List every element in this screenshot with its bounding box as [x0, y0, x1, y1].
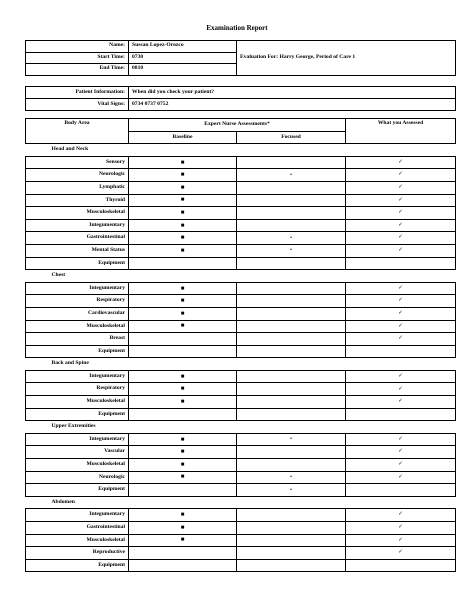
- table-row: [26, 534, 456, 547]
- focused-cell: [237, 219, 346, 232]
- table-row: [26, 433, 456, 446]
- body-area-label: Integumentary: [26, 509, 129, 522]
- vital-signs-value: 0734 0737 0752: [129, 99, 456, 111]
- baseline-cell: ■: [129, 320, 237, 333]
- table-row: [26, 345, 456, 358]
- body-area-label: Integumentary: [26, 282, 129, 295]
- table-row: [26, 320, 456, 333]
- focused-cell: [237, 181, 346, 194]
- focused-cell: •: [237, 484, 346, 497]
- body-area-label: Gastrointestinal: [26, 232, 129, 245]
- body-area-label: Lymphatic: [26, 181, 129, 194]
- body-area-label: Vascular: [26, 446, 129, 459]
- focused-cell: [237, 320, 346, 333]
- body-area-label: Respiratory: [26, 383, 129, 396]
- assessed-cell: ✓: [346, 295, 456, 308]
- body-area-label: Integumentary: [26, 433, 129, 446]
- body-area-label: Musculoskeletal: [26, 396, 129, 409]
- table-row: [26, 484, 456, 497]
- focused-cell: [237, 547, 346, 560]
- body-area-label: Neurologic: [26, 471, 129, 484]
- focused-cell: [237, 345, 346, 358]
- baseline-cell: [129, 345, 237, 358]
- section-row: [26, 496, 456, 509]
- body-area-label: Breast: [26, 333, 129, 346]
- focused-cell: [237, 307, 346, 320]
- baseline-cell: ■: [129, 396, 237, 409]
- baseline-cell: [129, 257, 237, 270]
- body-area-label: Equipment: [26, 484, 129, 497]
- assessed-cell: ✓: [346, 307, 456, 320]
- assessment-body: [26, 144, 456, 572]
- baseline-cell: ■: [129, 181, 237, 194]
- table-row: [26, 408, 456, 421]
- end-time-label: End Time:: [26, 64, 129, 76]
- focused-header: Focused: [237, 131, 346, 144]
- baseline-cell: ■: [129, 282, 237, 295]
- body-area-label: Sensory: [26, 156, 129, 169]
- assessed-cell: ✓: [346, 232, 456, 245]
- assessed-cell: ✓: [346, 207, 456, 220]
- table-row: [26, 333, 456, 346]
- table-row: [26, 194, 456, 207]
- table-row: [26, 295, 456, 308]
- baseline-cell: ■: [129, 522, 237, 535]
- table-row: [26, 471, 456, 484]
- assessed-cell: [346, 345, 456, 358]
- assessed-cell: ✓: [346, 370, 456, 383]
- table-row: [26, 522, 456, 535]
- body-area-label: Gastrointestinal: [26, 522, 129, 535]
- body-area-label: Respiratory: [26, 295, 129, 308]
- focused-cell: [237, 156, 346, 169]
- section-row: [26, 270, 456, 283]
- end-time-value: 0810: [129, 64, 237, 76]
- focused-cell: •: [237, 471, 346, 484]
- body-area-label: Equipment: [26, 345, 129, 358]
- body-area-label: Musculoskeletal: [26, 459, 129, 472]
- table-row: [26, 207, 456, 220]
- assessed-cell: ✓: [346, 244, 456, 257]
- table-row: [26, 257, 456, 270]
- vital-signs-label: Vital Signs:: [26, 99, 129, 111]
- start-time-value: 0730: [129, 52, 237, 64]
- focused-cell: [237, 194, 346, 207]
- focused-cell: [237, 534, 346, 547]
- focused-cell: [237, 522, 346, 535]
- body-area-label: Integumentary: [26, 370, 129, 383]
- baseline-cell: ■: [129, 244, 237, 257]
- assessed-cell: ✓: [346, 446, 456, 459]
- assessed-cell: [346, 484, 456, 497]
- table-row: [26, 307, 456, 320]
- table-row: [26, 459, 456, 472]
- table-row: [26, 219, 456, 232]
- patient-info-value: When did you check your patient?: [129, 87, 456, 99]
- focused-cell: [237, 257, 346, 270]
- baseline-cell: ■: [129, 219, 237, 232]
- table-row: [26, 370, 456, 383]
- assessed-cell: [346, 257, 456, 270]
- focused-cell: [237, 408, 346, 421]
- section-heading: Back and Spine: [51, 360, 89, 367]
- body-area-label: Musculoskeletal: [26, 534, 129, 547]
- assessment-table: [25, 118, 456, 572]
- patient-info-label: Patient Information:: [26, 87, 129, 99]
- baseline-header: Baseline: [129, 131, 237, 144]
- assessed-cell: ✓: [346, 181, 456, 194]
- table-row: [26, 282, 456, 295]
- name-label: Name:: [26, 41, 129, 53]
- baseline-cell: ■: [129, 232, 237, 245]
- table-row: [26, 509, 456, 522]
- expert-assessments-header: Expert Nurse Assessments*: [129, 119, 346, 132]
- focused-cell: [237, 383, 346, 396]
- baseline-cell: ■: [129, 307, 237, 320]
- patient-info-table: [25, 86, 456, 111]
- section-row: [26, 144, 456, 157]
- baseline-cell: ■: [129, 383, 237, 396]
- assessed-cell: ✓: [346, 383, 456, 396]
- assessed-cell: [346, 559, 456, 572]
- table-row: [26, 396, 456, 409]
- assessed-cell: ✓: [346, 509, 456, 522]
- body-area-label: Musculoskeletal: [26, 320, 129, 333]
- assessed-cell: ✓: [346, 282, 456, 295]
- focused-cell: •: [237, 232, 346, 245]
- focused-cell: •: [237, 433, 346, 446]
- section-row: [26, 358, 456, 371]
- focused-cell: [237, 207, 346, 220]
- baseline-cell: ■: [129, 471, 237, 484]
- focused-cell: [237, 509, 346, 522]
- baseline-cell: ■: [129, 509, 237, 522]
- start-time-label: Start Time:: [26, 52, 129, 64]
- section-heading: Upper Extremities: [51, 423, 96, 430]
- body-area-label: Integumentary: [26, 219, 129, 232]
- evaluation-for: Evaluation For: Harry George, Period of Care 1: [237, 41, 456, 76]
- baseline-cell: ■: [129, 295, 237, 308]
- body-area-label: Musculoskeletal: [26, 207, 129, 220]
- baseline-cell: ■: [129, 207, 237, 220]
- baseline-cell: ■: [129, 370, 237, 383]
- body-area-label: Equipment: [26, 257, 129, 270]
- focused-cell: [237, 396, 346, 409]
- assessed-cell: ✓: [346, 471, 456, 484]
- baseline-cell: ■: [129, 446, 237, 459]
- table-row: [26, 559, 456, 572]
- focused-cell: [237, 333, 346, 346]
- body-area-label: Equipment: [26, 559, 129, 572]
- section-heading: Abdomen: [51, 498, 75, 505]
- table-row: [26, 547, 456, 560]
- table-row: [26, 169, 456, 182]
- table-row: [26, 383, 456, 396]
- assessed-cell: ✓: [346, 534, 456, 547]
- body-area-header: Body Area: [26, 119, 129, 144]
- assessed-cell: ✓: [346, 396, 456, 409]
- assessed-cell: ✓: [346, 433, 456, 446]
- assessed-cell: ✓: [346, 169, 456, 182]
- assessed-cell: ✓: [346, 547, 456, 560]
- baseline-cell: [129, 547, 237, 560]
- baseline-cell: [129, 559, 237, 572]
- section-heading: Head and Neck: [51, 146, 89, 153]
- body-area-label: Neurologic: [26, 169, 129, 182]
- baseline-cell: ■: [129, 156, 237, 169]
- assessed-cell: ✓: [346, 156, 456, 169]
- baseline-cell: [129, 484, 237, 497]
- assessed-cell: ✓: [346, 459, 456, 472]
- baseline-cell: [129, 408, 237, 421]
- name-value: Sussan Lopez-Orozco: [129, 41, 237, 53]
- assessed-cell: ✓: [346, 522, 456, 535]
- what-you-assessed-header: What you Assessed: [346, 119, 456, 144]
- assessed-cell: ✓: [346, 320, 456, 333]
- assessed-cell: ✓: [346, 333, 456, 346]
- body-area-label: Reproductive: [26, 547, 129, 560]
- assessed-cell: ✓: [346, 194, 456, 207]
- examiner-info-table: [25, 40, 456, 76]
- focused-cell: [237, 459, 346, 472]
- table-row: [26, 181, 456, 194]
- table-row: [26, 244, 456, 257]
- focused-cell: •: [237, 244, 346, 257]
- page-title: Examination Report: [206, 24, 268, 32]
- focused-cell: [237, 282, 346, 295]
- body-area-label: Cardiovascular: [26, 307, 129, 320]
- body-area-label: Thyroid: [26, 194, 129, 207]
- section-heading: Chest: [51, 272, 66, 279]
- table-row: [26, 446, 456, 459]
- baseline-cell: [129, 333, 237, 346]
- focused-cell: [237, 446, 346, 459]
- body-area-label: Mental Status: [26, 244, 129, 257]
- assessed-cell: ✓: [346, 219, 456, 232]
- baseline-cell: ■: [129, 459, 237, 472]
- baseline-cell: ■: [129, 169, 237, 182]
- baseline-cell: ■: [129, 534, 237, 547]
- focused-cell: [237, 295, 346, 308]
- body-area-label: Equipment: [26, 408, 129, 421]
- table-row: [26, 232, 456, 245]
- baseline-cell: ■: [129, 433, 237, 446]
- focused-cell: [237, 559, 346, 572]
- table-row: [26, 156, 456, 169]
- focused-cell: [237, 370, 346, 383]
- baseline-cell: ■: [129, 194, 237, 207]
- section-row: [26, 421, 456, 434]
- focused-cell: •: [237, 169, 346, 182]
- assessed-cell: [346, 408, 456, 421]
